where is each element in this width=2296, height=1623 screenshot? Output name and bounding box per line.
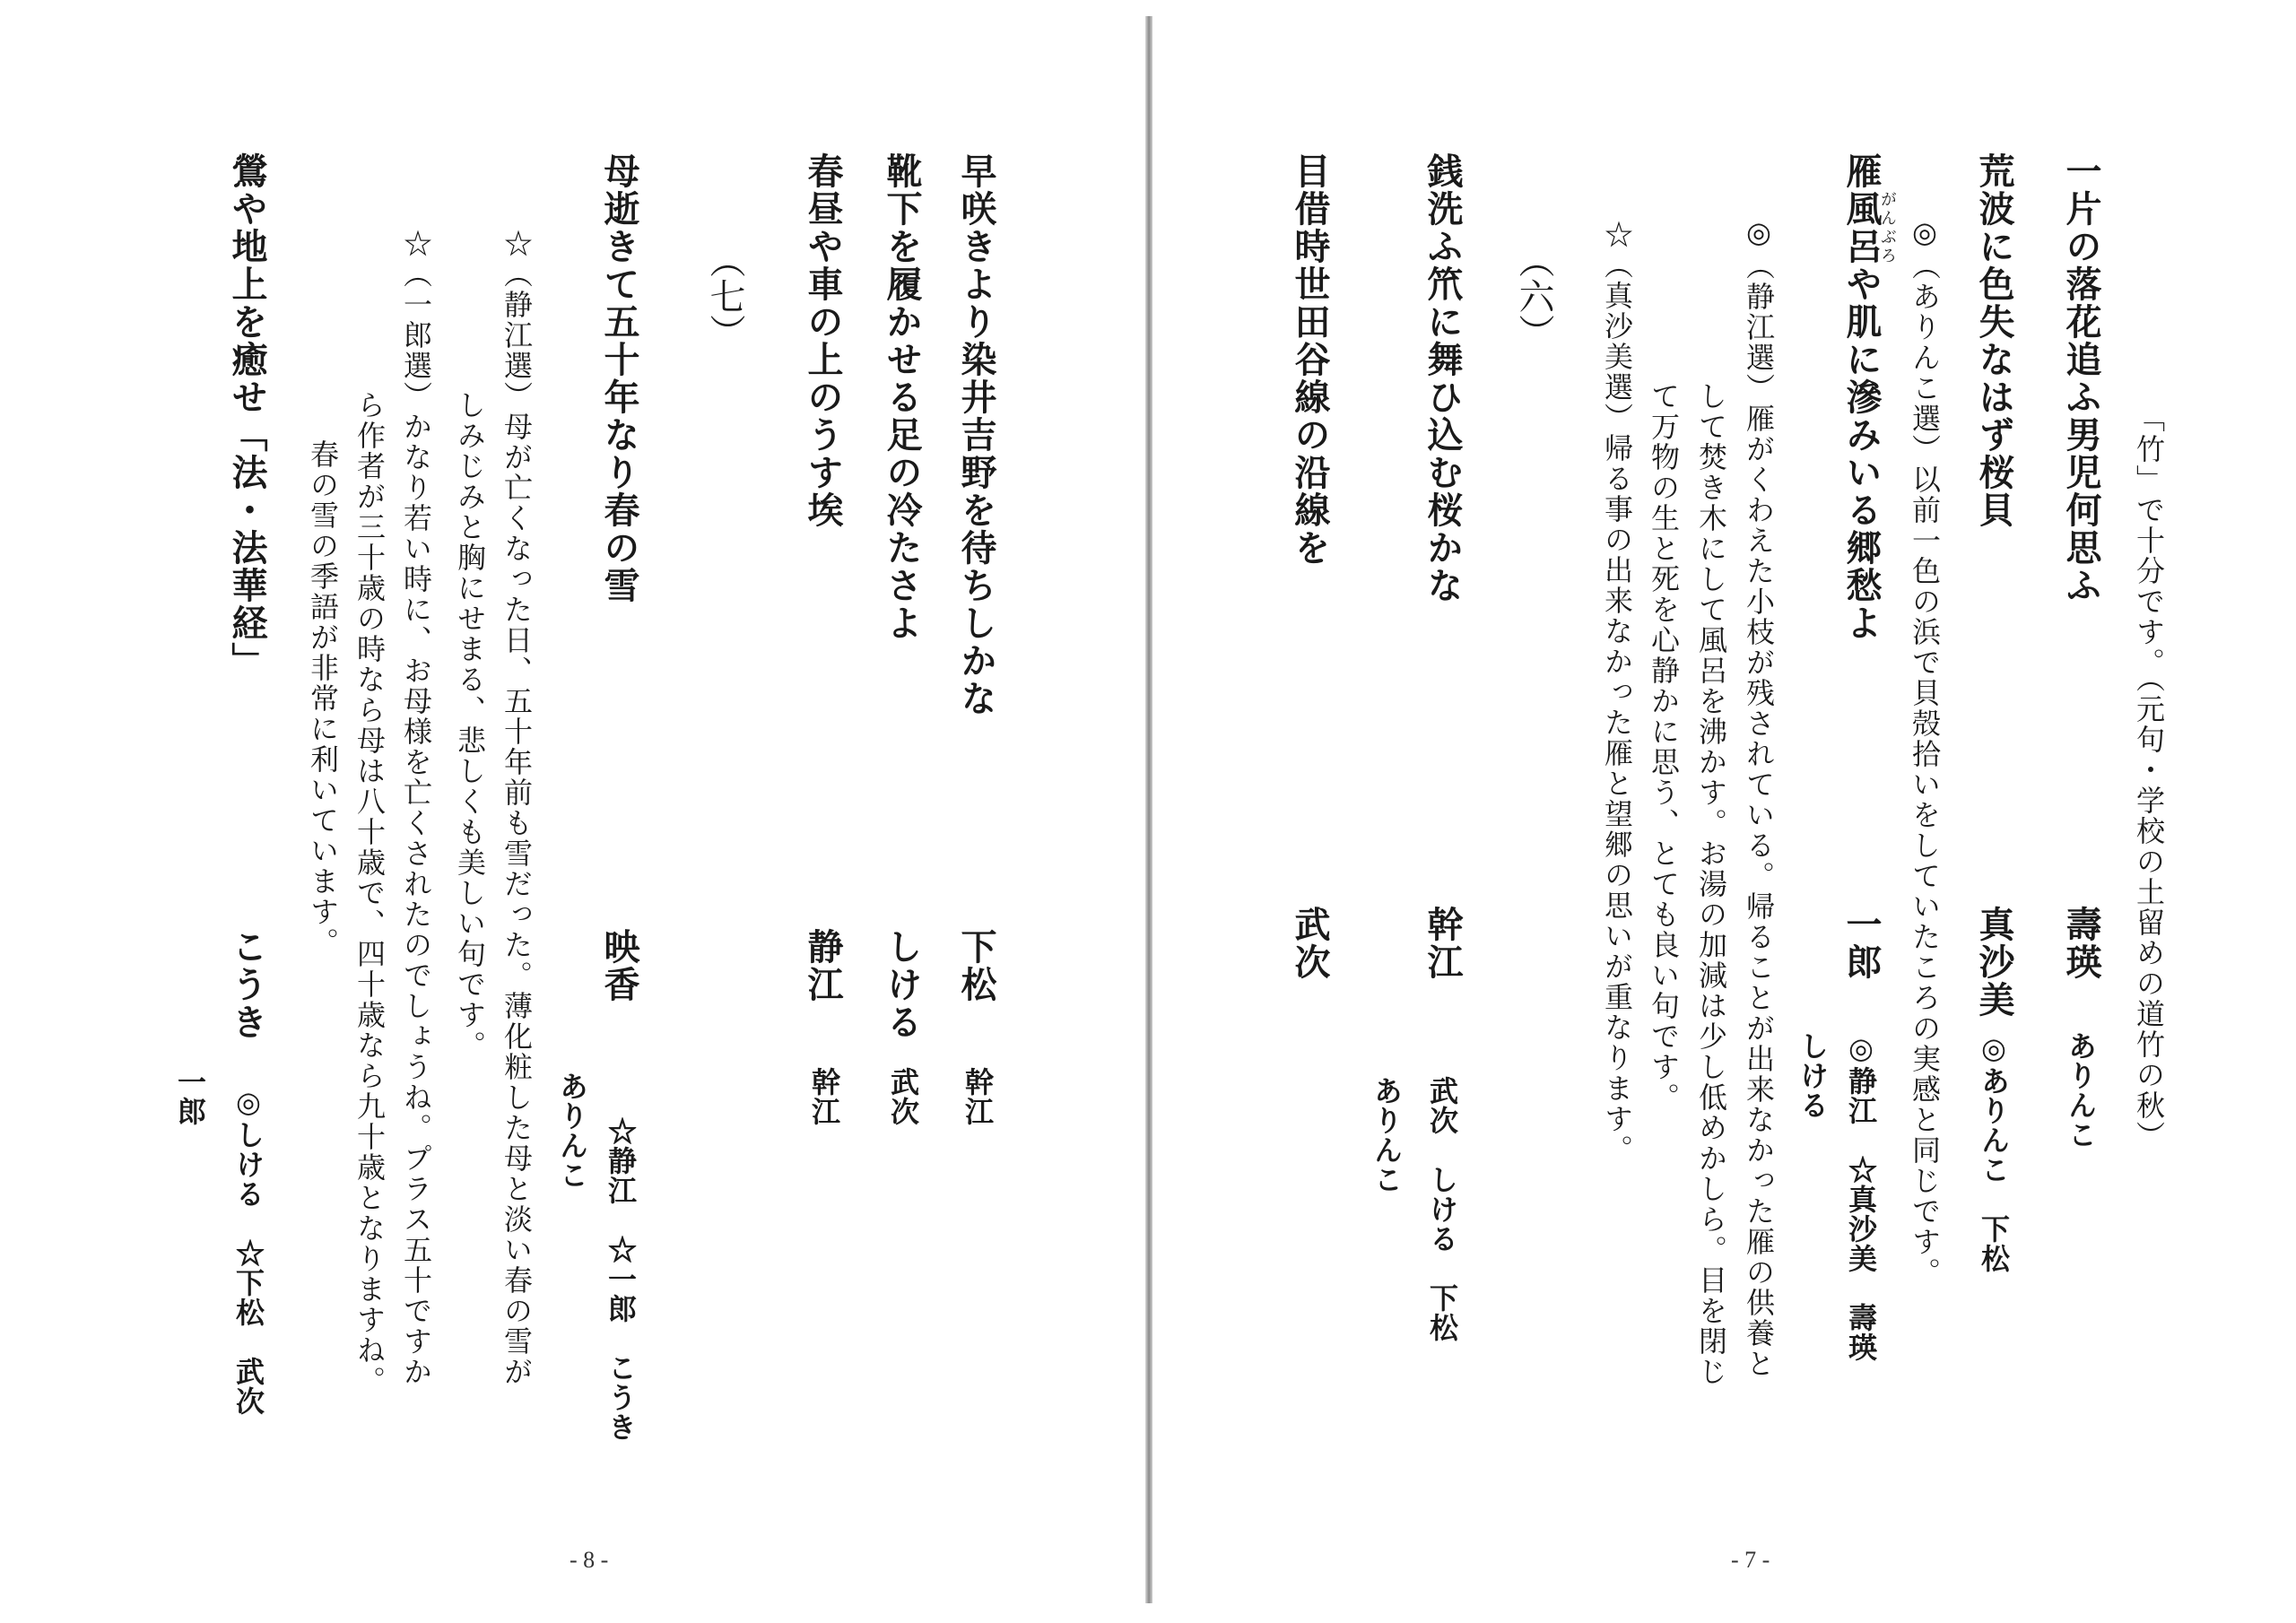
haiku-picks: ◎しける ☆下松 武次 [231,1085,265,1416]
haiku-text: 春昼や車の上のうす埃 [802,152,844,529]
selector-comment-line: て万物の生と死を心静かに思う、とても良い句です。 [1647,381,1681,1113]
haiku-text: 荒波に色失なはず桜貝 [1973,152,2015,529]
selector-comment: ☆（一郎選）かなり若い時に、お母様を亡くされたのでしょうね。プラス五十ですか [399,229,433,1387]
prev-page-continuation: 「竹」で十分です。（元句・学校の土留めの道竹の秋） [2132,404,2166,1151]
section-heading: （七） [704,242,745,350]
haiku-picks: ☆静江 ☆一郎 こうき [604,1116,638,1442]
haiku-picks-continued: しける [1796,1031,1830,1120]
haiku-picks: ありんこ [2064,1031,2098,1150]
haiku-author: 壽瑛 [2060,906,2102,981]
haiku-picks: 武次 しける 下松 [1425,1076,1459,1342]
haiku-picks: 幹江 [961,1067,995,1126]
haiku-text: 一片の落花追ふ男児何思ふ [2060,152,2102,604]
haiku-author: 映香 [598,928,640,1003]
haiku-author: 幹江 [1422,906,1464,981]
haiku-picks-continued: 一郎 [173,1067,207,1126]
haiku-author: しける [881,928,923,1041]
haiku-author: 静江 [802,928,844,1003]
page-number: - 7 - [1731,1547,1770,1573]
section-heading: （六） [1513,242,1554,350]
haiku-picks: 幹江 [807,1067,841,1126]
selector-comment: ◎（ありんこ選）以前一色の浜で貝殻拾いをしていたころの実感と同じです。 [1908,215,1942,1288]
haiku-author: 真沙美 [1973,906,2015,1019]
haiku-text: 雁風呂がんぶろや肌に滲みいる郷愁よ [1840,152,1897,642]
haiku-author: こうき [226,928,268,1041]
selector-comment-line: しみじみと胸にせまる、悲しくも美しい句です。 [453,390,487,1061]
selector-comment-line: して焚き木にして風呂を沸かす。お湯の加減は少し低めかしら。目を閉じ [1694,381,1728,1387]
haiku-text: 早咲きより染井吉野を待ちしかな [955,152,997,717]
haiku-text: 母逝きて五十年なり春の雪 [598,152,640,604]
selector-comment-line: 春の雪の季語が非常に利いています。 [306,439,340,958]
haiku-author: 下松 [955,928,997,1003]
selector-comment: ☆（静江選）母が亡くなった日、五十年前も雪だった。薄化粧した母と淡い春の雪が [500,229,534,1387]
haiku-author: 武次 [1289,906,1331,981]
haiku-picks-continued: ありんこ [555,1072,589,1190]
selector-comment: ☆（真沙美選）帰る事の出来なかった雁と望郷の思いが重なります。 [1600,220,1634,1165]
haiku-text: 目借時世田谷線の沿線を [1289,152,1331,567]
haiku-text: 靴下を履かせる足の冷たさよ [881,152,923,642]
selector-comment: ◎（静江選）雁がくわえた小枝が残されている。帰ることが出来なかった雁の供養と [1742,215,1776,1379]
haiku-text: 銭洗ふ笊に舞ひ込む桜かな [1422,152,1464,604]
book-gutter [1145,16,1152,1603]
haiku-author: 一郎 [1840,906,1883,981]
haiku-picks: ◎静江 ☆真沙美 壽瑛 [1844,1031,1878,1362]
selector-comment-line: ら作者が三十歳の時なら母は八十歳で、四十歳なら九十歳となりますね。 [352,390,387,1396]
haiku-picks: ◎ありんこ 下松 [1977,1031,2011,1273]
haiku-text: 鶯や地上を癒せ「法・法華経」 [226,152,268,680]
page-number: - 8 - [570,1547,609,1573]
haiku-picks: 武次 [886,1067,920,1126]
haiku-picks: ありんこ [1370,1076,1404,1194]
